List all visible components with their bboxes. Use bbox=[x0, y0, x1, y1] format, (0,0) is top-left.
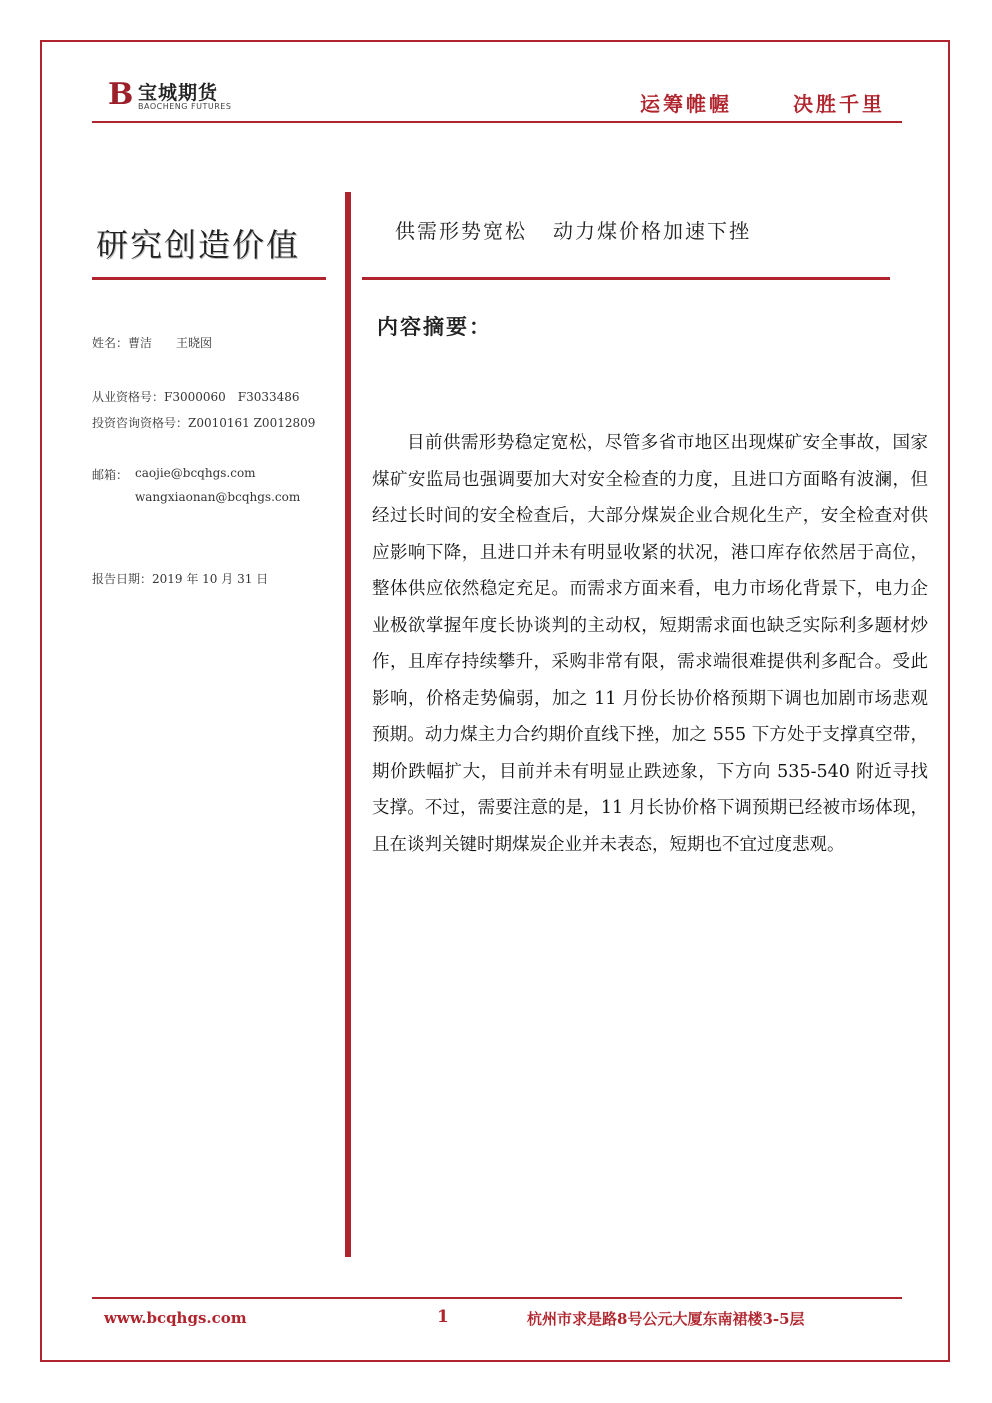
abstract-body: 目前供需形势稳定宽松，尽管多省市地区出现煤矿安全事故，国家煤矿安监局也强调要加大对安全检查的力度，且进口方面略有波澜，但经过长时间的安全检查后，大部分煤炭企业合规化生产，安全检查对供应影响下降，且进口并未有明显收紧的状况，港口库存依然居于高位，整体供应依然稳定充足。而需求方面来看，电力市场化背景下，电力企业极欲掌握年度长协谈判的主动权，短期需求面也缺乏实际利多题材炒作，且库存持续攀升，采购非常有限，需求端很难提供利多配合。受此影响，价格走势偏弱，加之 11 月份长协价格预期下调也加剧市场悲观预期。动力煤主力合约期价直线下挫，加之 555 下方处于支撑真空带，期价跌幅扩大，目前并未有明显止跌迹象，下方向 535-540 附近寻找支撑。不过，需要注意的是，11 月长协价格下调预期已经被市场体现，且在谈判关键时期煤炭企业并未表态，短期也不宜过度悲观。 bbox=[372, 433, 928, 855]
slogan-second: 决胜千里 bbox=[793, 92, 885, 116]
email-caojie[interactable]: caojie@bcqhgs.com bbox=[135, 466, 256, 480]
email-label: 邮箱： bbox=[92, 468, 129, 482]
report-title-part2: 动力煤价格加速下挫 bbox=[553, 219, 751, 243]
report-title-part1: 供需形势宽松 bbox=[395, 219, 527, 243]
footer-website-link[interactable]: www.bcqhgs.com bbox=[104, 1309, 247, 1327]
author-names: 姓名：曹洁 王晓囡 bbox=[92, 336, 213, 350]
logo-english-name: BAOCHENG FUTURES bbox=[138, 102, 232, 111]
footer-divider bbox=[92, 1297, 902, 1299]
email-wangxiaonan[interactable]: wangxiaonan@bcqhgs.com bbox=[135, 490, 301, 504]
consulting-license: 投资咨询资格号：Z0010161 Z0012809 bbox=[92, 416, 316, 430]
page-number: 1 bbox=[437, 1307, 449, 1327]
company-logo bbox=[108, 78, 248, 118]
logo-mark: B bbox=[108, 77, 134, 112]
header-divider bbox=[92, 121, 902, 123]
sidebar-tagline: 研究创造价值 bbox=[96, 226, 301, 264]
practice-license: 从业资格号：F3000060 F3033486 bbox=[92, 390, 300, 404]
slogan-first: 运筹帷幄 bbox=[640, 92, 732, 116]
footer-address: 杭州市求是路8号公元大厦东南裙楼3-5层 bbox=[527, 1310, 805, 1328]
report-title bbox=[395, 215, 751, 244]
title-divider bbox=[362, 277, 890, 280]
abstract-heading: 内容摘要： bbox=[377, 314, 492, 339]
column-divider bbox=[345, 192, 351, 1257]
logo-chinese-name: 宝城期货 bbox=[138, 82, 219, 104]
report-date: 报告日期：2019 年 10 月 31 日 bbox=[92, 572, 269, 586]
sidebar-divider bbox=[92, 277, 326, 280]
